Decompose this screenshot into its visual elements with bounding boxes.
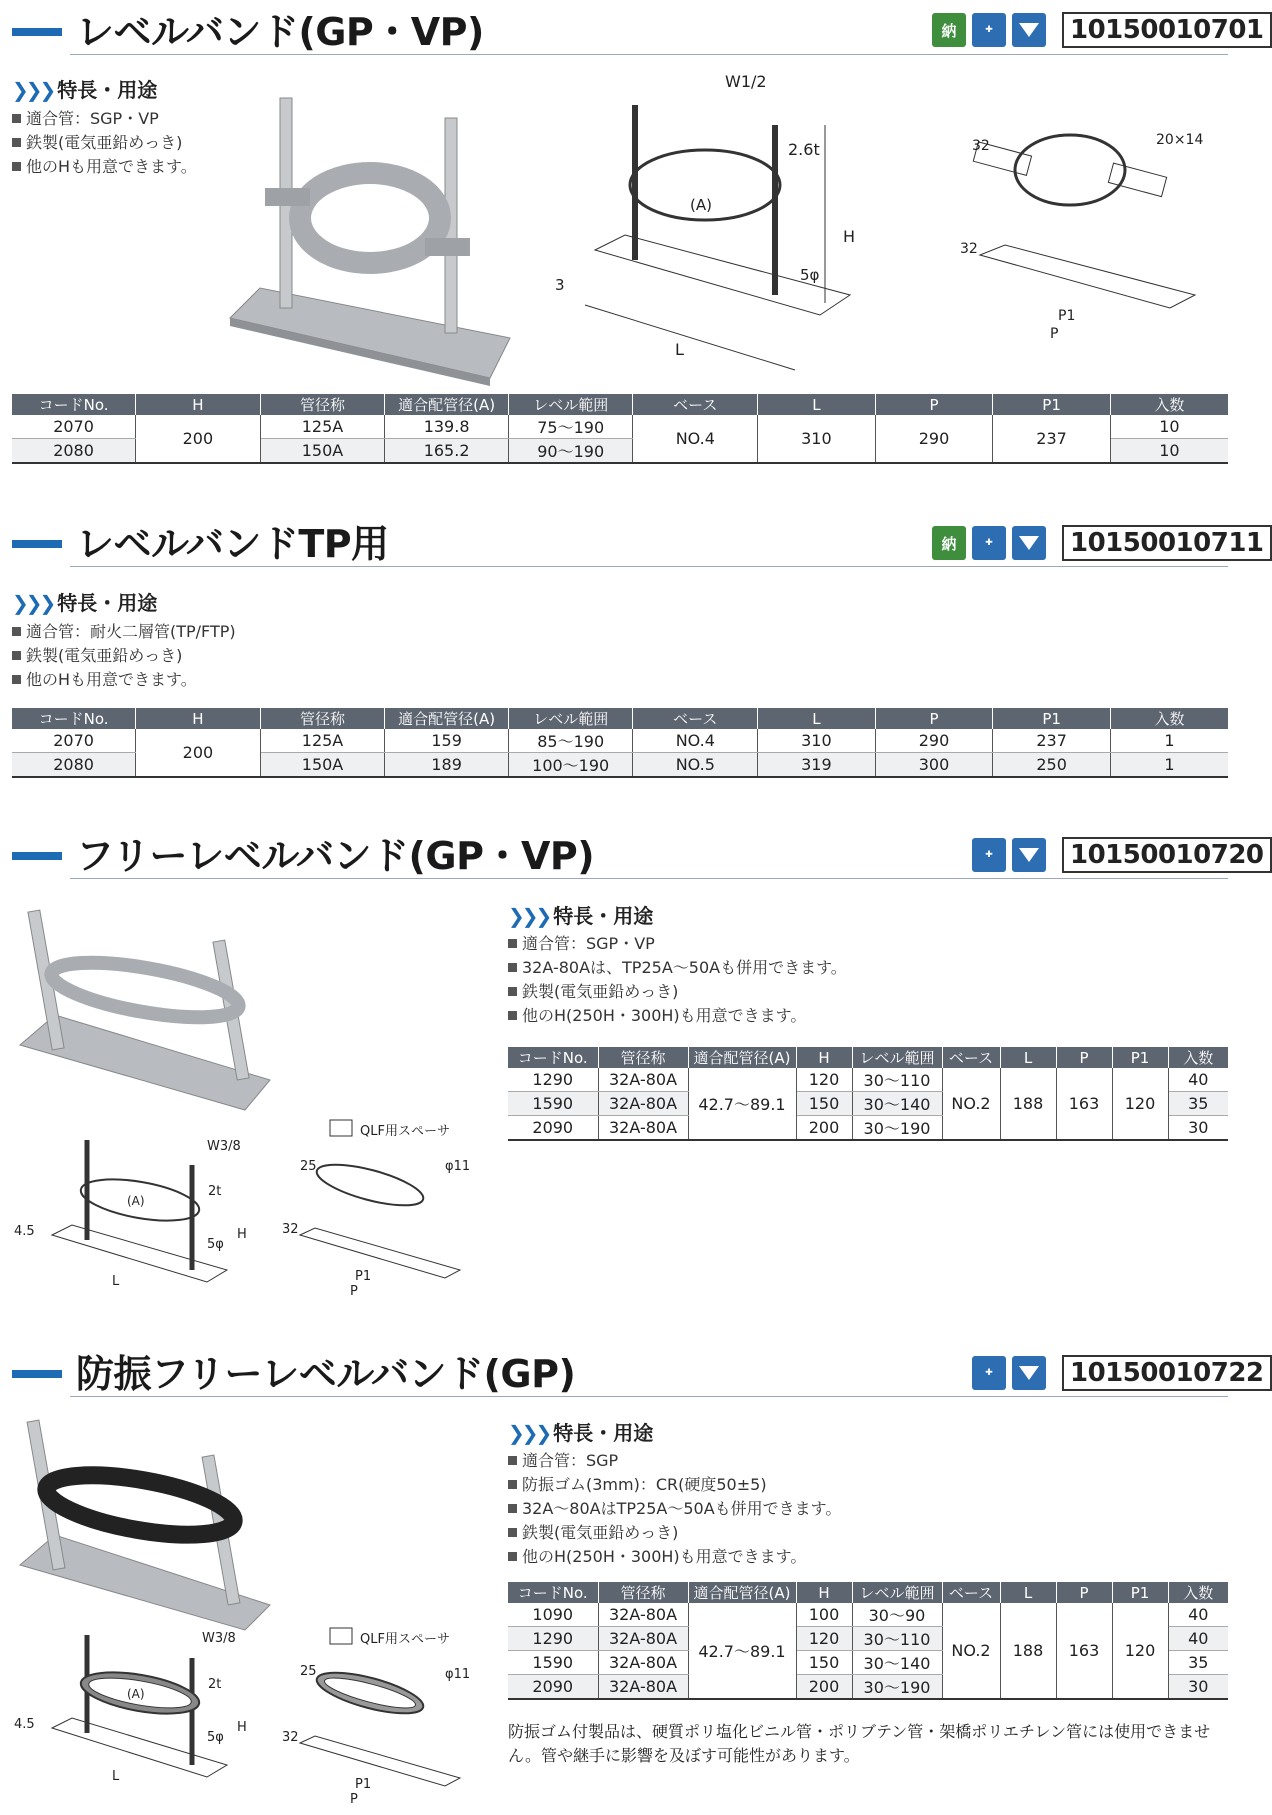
table-cell: 32A-80A <box>598 1603 688 1627</box>
column-header: 入数 <box>1168 1047 1228 1068</box>
dim-label: 20×14 <box>1156 132 1204 148</box>
dim-label: P <box>1050 326 1059 342</box>
features-heading: ❯❯❯ 特長・用途 <box>508 904 654 928</box>
table-cell: 100～190 <box>508 753 633 778</box>
table-cell: 188 <box>1000 1068 1056 1140</box>
table-cell: NO.5 <box>633 753 758 778</box>
table-cell: 35 <box>1168 1651 1228 1675</box>
dim-label: (A) <box>127 1687 145 1701</box>
feature-item: 32A～80AはTP25A～50Aも併用できます。 <box>508 1496 841 1519</box>
table-cell: 30～90 <box>852 1603 942 1627</box>
column-header: ベース <box>633 708 758 729</box>
column-header: 入数 <box>1168 1582 1228 1603</box>
table-cell: 237 <box>993 729 1111 753</box>
delivery-icon: 納 <box>932 13 966 47</box>
feature-item: 防振ゴム(3mm)：CR(硬度50±5) <box>508 1472 767 1495</box>
feature-item: 鉄製(電気亜鉛めっき) <box>508 979 678 1002</box>
feature-item: 適合管：耐火二層管(TP/FTP) <box>12 619 236 642</box>
table-cell: 1590 <box>508 1651 598 1675</box>
dim-label: W3/8 <box>202 1631 236 1646</box>
column-header: コードNo. <box>12 394 136 415</box>
table-cell: 310 <box>758 729 876 753</box>
column-header: H <box>796 1047 852 1068</box>
dim-label: 2t <box>208 1184 222 1199</box>
section-title: レベルバンドTP用 <box>76 522 389 566</box>
dim-label: φ11 <box>445 1667 471 1682</box>
table-cell: 1290 <box>508 1068 598 1092</box>
table-cell: 2070 <box>12 729 136 753</box>
column-header: コードNo. <box>12 708 136 729</box>
dimension-drawing <box>12 1630 262 1795</box>
dim-label: 25 <box>300 1664 317 1679</box>
dim-label: W1/2 <box>725 72 767 91</box>
spec-table <box>12 708 1228 778</box>
feature-item: 適合管：SGP・VP <box>12 106 159 129</box>
download-icon[interactable] <box>1012 13 1046 47</box>
product-code: 10150010701 <box>1062 12 1272 48</box>
dim-label: P1 <box>1058 308 1076 324</box>
column-header: H <box>136 708 261 729</box>
column-header: L <box>758 394 876 415</box>
table-cell: 32A-80A <box>598 1092 688 1116</box>
dim-label: P1 <box>355 1269 372 1284</box>
column-header: 適合配管径(A) <box>385 708 509 729</box>
column-header: P1 <box>993 394 1111 415</box>
table-cell: 40 <box>1168 1627 1228 1651</box>
feature-item: 32A-80Aは、TP25A～50Aも併用できます。 <box>508 955 847 978</box>
table-cell: 150 <box>796 1092 852 1116</box>
table-cell: 139.8 <box>385 415 509 439</box>
column-header: レベル範囲 <box>852 1047 942 1068</box>
table-cell: 120 <box>796 1068 852 1092</box>
dim-label: W3/8 <box>207 1139 241 1154</box>
product-photo <box>15 905 275 1105</box>
dim-label: φ11 <box>445 1159 471 1174</box>
dimension-drawing <box>12 1140 262 1300</box>
section-1-header <box>0 4 1240 56</box>
feature-item: 他のH(250H・300H)も用意できます。 <box>508 1003 806 1026</box>
column-header: ベース <box>942 1582 1000 1603</box>
dim-label: 5φ <box>207 1730 224 1745</box>
column-header: 適合配管径(A) <box>688 1047 796 1068</box>
chevron-icon: ❯❯❯ <box>12 591 54 615</box>
table-cell: 163 <box>1056 1068 1112 1140</box>
chevron-icon: ❯❯❯ <box>508 1421 550 1445</box>
dim-label: H <box>843 227 856 246</box>
table-cell: 42.7～89.1 <box>688 1068 796 1140</box>
section-3-header <box>0 828 1240 880</box>
title-bar-accent <box>12 540 62 548</box>
product-code: 10150010722 <box>1062 1355 1272 1391</box>
title-rule <box>70 54 1228 55</box>
dim-label: (A) <box>690 196 712 214</box>
table-cell: 30～110 <box>852 1068 942 1092</box>
table-cell: 30～140 <box>852 1092 942 1116</box>
dim-label: L <box>112 1769 120 1784</box>
column-header: 管径称 <box>260 708 385 729</box>
title-rule <box>70 878 1228 879</box>
caution-note: 防振ゴム付製品は、硬質ポリ塩化ビニル管・ポリブテン管・架橋ポリエチレン管には使用できません。管や継手に影響を及ぼす可能性があります。 <box>508 1722 1211 1765</box>
table-cell: 150A <box>260 753 385 778</box>
table-cell: 2090 <box>508 1675 598 1700</box>
table-cell: 150A <box>260 439 385 464</box>
table-cell: 200 <box>796 1116 852 1141</box>
table-cell: 125A <box>260 729 385 753</box>
table-cell: 290 <box>875 729 993 753</box>
table-cell: NO.4 <box>633 729 758 753</box>
column-header: P <box>875 394 993 415</box>
column-header: 適合配管径(A) <box>688 1582 796 1603</box>
delivery-icon: 納 <box>932 526 966 560</box>
column-header: 適合配管径(A) <box>385 394 509 415</box>
table-cell: 40 <box>1168 1603 1228 1627</box>
dim-label: 4.5 <box>14 1224 35 1239</box>
product-code: 10150010720 <box>1062 837 1272 873</box>
column-header: レベル範囲 <box>508 708 633 729</box>
parts-drawing <box>280 1623 480 1808</box>
column-header: 入数 <box>1110 394 1228 415</box>
column-header: 管径称 <box>598 1047 688 1068</box>
dim-label: L <box>675 340 684 359</box>
spec-table <box>508 1582 1228 1700</box>
parts-drawing <box>960 120 1204 350</box>
table-cell: 120 <box>796 1627 852 1651</box>
dim-label: P <box>350 1284 358 1299</box>
dim-label: QLF用スペーサ <box>360 1632 450 1647</box>
dim-label: 3 <box>555 276 565 294</box>
table-cell: 300 <box>875 753 993 778</box>
table-cell: 32A-80A <box>598 1116 688 1141</box>
table-cell: 10 <box>1110 439 1228 464</box>
zinc-plating-icon: ✚ <box>972 13 1006 47</box>
feature-item: 他のHも用意できます。 <box>12 154 197 177</box>
column-header: ベース <box>633 394 758 415</box>
features-heading: ❯❯❯ 特長・用途 <box>508 1421 654 1445</box>
table-cell: 90～190 <box>508 439 633 464</box>
table-cell: NO.2 <box>942 1068 1000 1140</box>
dim-label: 2t <box>208 1677 222 1692</box>
section-2-header <box>0 516 1240 568</box>
table-cell: 2070 <box>12 415 136 439</box>
dimension-drawing <box>555 72 875 380</box>
table-cell: 75～190 <box>508 415 633 439</box>
feature-item: 鉄製(電気亜鉛めっき) <box>12 130 182 153</box>
table-cell: 159 <box>385 729 509 753</box>
table-cell: 200 <box>136 729 261 777</box>
download-icon[interactable] <box>1012 838 1046 872</box>
column-header: L <box>1000 1582 1056 1603</box>
table-cell: NO.2 <box>942 1603 1000 1699</box>
table-cell: 32A-80A <box>598 1651 688 1675</box>
section-title: 防振フリーレベルバンド(GP) <box>76 1352 576 1396</box>
column-header: 管径称 <box>598 1582 688 1603</box>
table-cell: 120 <box>1112 1603 1168 1699</box>
table-cell: 189 <box>385 753 509 778</box>
chevron-icon: ❯❯❯ <box>508 904 550 928</box>
spec-table <box>508 1047 1228 1141</box>
table-cell: 237 <box>993 415 1111 463</box>
spec-table <box>12 394 1228 464</box>
dim-label: P <box>350 1792 358 1807</box>
feature-item: 適合管：SGP <box>508 1448 618 1471</box>
table-cell: NO.4 <box>633 415 758 463</box>
download-icon[interactable] <box>1012 1356 1046 1390</box>
table-cell: 40 <box>1168 1068 1228 1092</box>
table-row <box>508 1068 1228 1092</box>
table-cell: 120 <box>1112 1068 1168 1140</box>
table-cell: 1 <box>1110 729 1228 753</box>
table-cell: 32A-80A <box>598 1627 688 1651</box>
section-title: レベルバンド(GP・VP) <box>76 10 484 54</box>
table-cell: 30～110 <box>852 1627 942 1651</box>
table-cell: 2080 <box>12 439 136 464</box>
title-bar-accent <box>12 1370 62 1378</box>
dim-label: 25 <box>300 1159 317 1174</box>
feature-item: 鉄製(電気亜鉛めっき) <box>12 643 182 666</box>
zinc-plating-icon: ✚ <box>972 1356 1006 1390</box>
table-cell: 125A <box>260 415 385 439</box>
table-cell: 188 <box>1000 1603 1056 1699</box>
dim-label: 32 <box>972 138 990 154</box>
feature-item: 他のH(250H・300H)も用意できます。 <box>508 1544 806 1567</box>
title-rule <box>70 1396 1228 1397</box>
column-header: レベル範囲 <box>508 394 633 415</box>
column-header: P <box>875 708 993 729</box>
table-cell: 163 <box>1056 1603 1112 1699</box>
table-cell: 290 <box>875 415 993 463</box>
column-header: レベル範囲 <box>852 1582 942 1603</box>
title-bar-accent <box>12 28 62 36</box>
feature-item: 鉄製(電気亜鉛めっき) <box>508 1520 678 1543</box>
table-cell: 30 <box>1168 1675 1228 1700</box>
features-heading: ❯❯❯ 特長・用途 <box>12 78 158 102</box>
product-photo <box>220 88 520 378</box>
column-header: P <box>1056 1582 1112 1603</box>
chevron-icon: ❯❯❯ <box>12 78 54 102</box>
table-cell: 2080 <box>12 753 136 778</box>
column-header: P <box>1056 1047 1112 1068</box>
section-4-header <box>0 1346 1240 1398</box>
table-cell: 32A-80A <box>598 1675 688 1700</box>
column-header: P1 <box>1112 1582 1168 1603</box>
column-header: L <box>758 708 876 729</box>
table-cell: 1590 <box>508 1092 598 1116</box>
table-cell: 2090 <box>508 1116 598 1141</box>
product-code: 10150010711 <box>1062 525 1272 561</box>
table-cell: 250 <box>993 753 1111 778</box>
table-cell: 1 <box>1110 753 1228 778</box>
column-header: P1 <box>993 708 1111 729</box>
table-row <box>12 729 1228 753</box>
feature-item: 他のHも用意できます。 <box>12 667 197 690</box>
table-cell: 1290 <box>508 1627 598 1651</box>
table-row <box>12 415 1228 439</box>
table-cell: 30～190 <box>852 1116 942 1141</box>
dim-label: (A) <box>127 1194 145 1208</box>
dim-label: P1 <box>355 1777 372 1792</box>
download-icon[interactable] <box>1012 526 1046 560</box>
table-cell: 100 <box>796 1603 852 1627</box>
table-row <box>508 1603 1228 1627</box>
dim-label: 5φ <box>800 266 820 284</box>
table-cell: 310 <box>758 415 876 463</box>
zinc-plating-icon: ✚ <box>972 526 1006 560</box>
column-header: コードNo. <box>508 1582 598 1603</box>
table-cell: 319 <box>758 753 876 778</box>
dim-label: 32 <box>960 241 978 257</box>
table-cell: 200 <box>796 1675 852 1700</box>
title-rule <box>70 566 1228 567</box>
dim-label: 4.5 <box>14 1717 35 1732</box>
table-cell: 1090 <box>508 1603 598 1627</box>
features-heading: ❯❯❯ 特長・用途 <box>12 591 158 615</box>
table-cell: 30 <box>1168 1116 1228 1141</box>
column-header: H <box>136 394 261 415</box>
column-header: H <box>796 1582 852 1603</box>
table-cell: 85～190 <box>508 729 633 753</box>
feature-item: 適合管：SGP・VP <box>508 931 655 954</box>
dim-label: QLF用スペーサ <box>360 1124 450 1139</box>
table-cell: 10 <box>1110 415 1228 439</box>
section-title: フリーレベルバンド(GP・VP) <box>76 834 595 878</box>
zinc-plating-icon: ✚ <box>972 838 1006 872</box>
table-cell: 200 <box>136 415 261 463</box>
table-cell: 32A-80A <box>598 1068 688 1092</box>
column-header: 入数 <box>1110 708 1228 729</box>
column-header: 管径称 <box>260 394 385 415</box>
dim-label: H <box>237 1720 247 1735</box>
table-cell: 165.2 <box>385 439 509 464</box>
dim-label: 32 <box>282 1730 299 1745</box>
table-cell: 150 <box>796 1651 852 1675</box>
table-cell: 30～190 <box>852 1675 942 1700</box>
column-header: コードNo. <box>508 1047 598 1068</box>
column-header: L <box>1000 1047 1056 1068</box>
parts-drawing <box>280 1115 480 1305</box>
title-bar-accent <box>12 852 62 860</box>
table-cell: 35 <box>1168 1092 1228 1116</box>
column-header: ベース <box>942 1047 1000 1068</box>
table-cell: 42.7～89.1 <box>688 1603 796 1699</box>
column-header: P1 <box>1112 1047 1168 1068</box>
dim-label: H <box>237 1227 247 1242</box>
dim-label: 32 <box>282 1222 299 1237</box>
dim-label: L <box>112 1274 120 1289</box>
dim-label: 2.6t <box>788 140 820 159</box>
table-cell: 30～140 <box>852 1651 942 1675</box>
dim-label: 5φ <box>207 1237 224 1252</box>
product-photo <box>15 1415 275 1630</box>
